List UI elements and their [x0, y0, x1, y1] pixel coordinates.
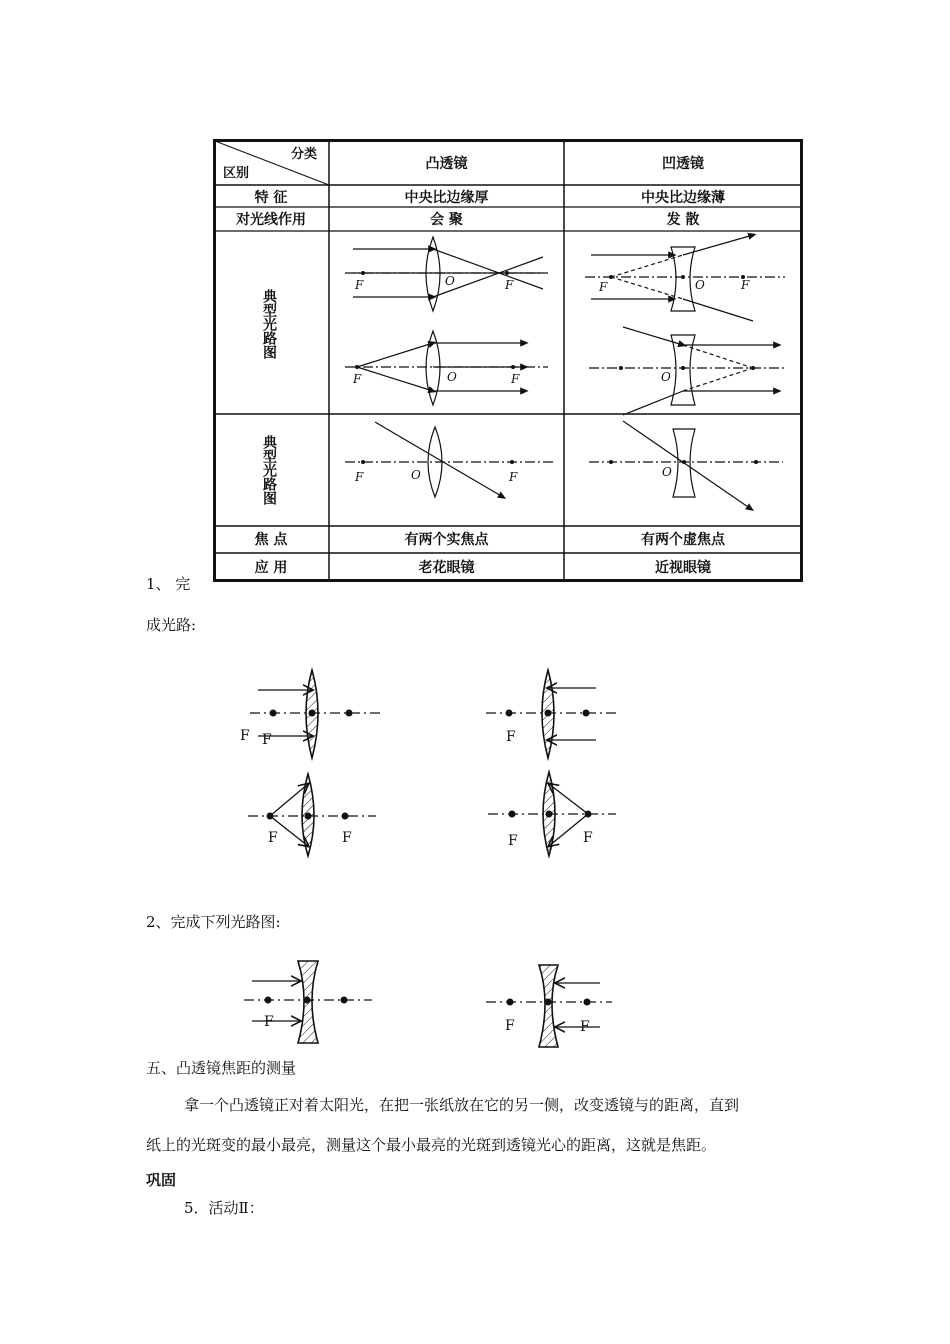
label-f: F [741, 278, 750, 292]
label-f: F [355, 278, 364, 292]
row-label-focus: 焦 点 [254, 532, 288, 548]
concave-application: 近视眼镜 [655, 560, 711, 576]
header-concave: 凹透镜 [662, 156, 704, 172]
concave-feature: 中央比边缘薄 [641, 190, 725, 206]
label-o: O [411, 468, 421, 482]
lens-comparison-table [213, 139, 803, 582]
row-label-typical-path-1: 典型光路图 [261, 289, 277, 359]
activity-heading: 5．活动Ⅱ： [184, 1199, 264, 1217]
concave-effect: 发 散 [666, 212, 700, 228]
concave-focus-diagram [589, 327, 785, 415]
convex-feature: 中央比边缘厚 [404, 190, 489, 206]
section5-title: 五、凸透镜焦距的测量 [146, 1059, 297, 1077]
label-o: O [661, 370, 671, 384]
convex-center-diagram [345, 422, 553, 497]
concave-parallel-diagram [585, 235, 785, 321]
label-f: F [505, 1018, 515, 1034]
label-f: F [508, 833, 518, 849]
section2-title: 2、完成下列光路图: [146, 913, 281, 931]
label-f: F [505, 278, 514, 292]
row-label-effect: 对光线作用 [236, 212, 306, 228]
section5-paragraph-line1: 拿一个凸透镜正对着太阳光，在把一张纸放在它的另一侧，改变透镜与的距离，直到 [184, 1096, 740, 1114]
label-f: F [506, 729, 516, 745]
label-o: O [447, 370, 457, 384]
concave-focus: 有两个虚焦点 [641, 532, 725, 548]
header-convex: 凸透镜 [425, 156, 468, 172]
header-distinction: 区别 [223, 166, 250, 181]
section1-prefix: 1、 完 [146, 575, 191, 593]
label-o: O [662, 465, 672, 479]
label-f: F [583, 830, 593, 846]
label-f: F [262, 732, 272, 748]
label-f: F [353, 372, 362, 386]
label-f: F [342, 830, 352, 846]
row-label-feature: 特 征 [254, 190, 288, 206]
convex-focus: 有两个实焦点 [404, 532, 489, 548]
row-label-typical-path-2: 典型光路图 [261, 435, 277, 505]
header-category: 分类 [291, 147, 318, 162]
label-f: F [511, 372, 520, 386]
convex-effect: 会 聚 [430, 212, 463, 228]
consolidate-title: 巩固 [146, 1171, 177, 1189]
section5-paragraph-line2: 纸上的光斑变的最小最亮，测量这个最小最亮的光斑到透镜光心的距离，这就是焦距。 [146, 1136, 717, 1154]
label-o: O [445, 274, 455, 288]
concave-center-diagram [589, 421, 783, 509]
convex-focus-diagram [345, 331, 548, 405]
row-label-application: 应 用 [254, 560, 288, 576]
exercise2-diagrams [0, 955, 950, 1055]
exercise1-diagrams [0, 660, 950, 920]
label-o: O [695, 278, 705, 292]
label-f: F [509, 470, 518, 484]
label-f: F [580, 1019, 590, 1035]
section1-continuation: 成光路: [146, 616, 197, 634]
convex-application: 老花眼镜 [418, 560, 475, 576]
label-f: F [599, 280, 608, 294]
label-f: F [268, 830, 278, 846]
label-f: F [240, 728, 250, 744]
label-f: F [264, 1014, 274, 1030]
label-f: F [355, 470, 364, 484]
